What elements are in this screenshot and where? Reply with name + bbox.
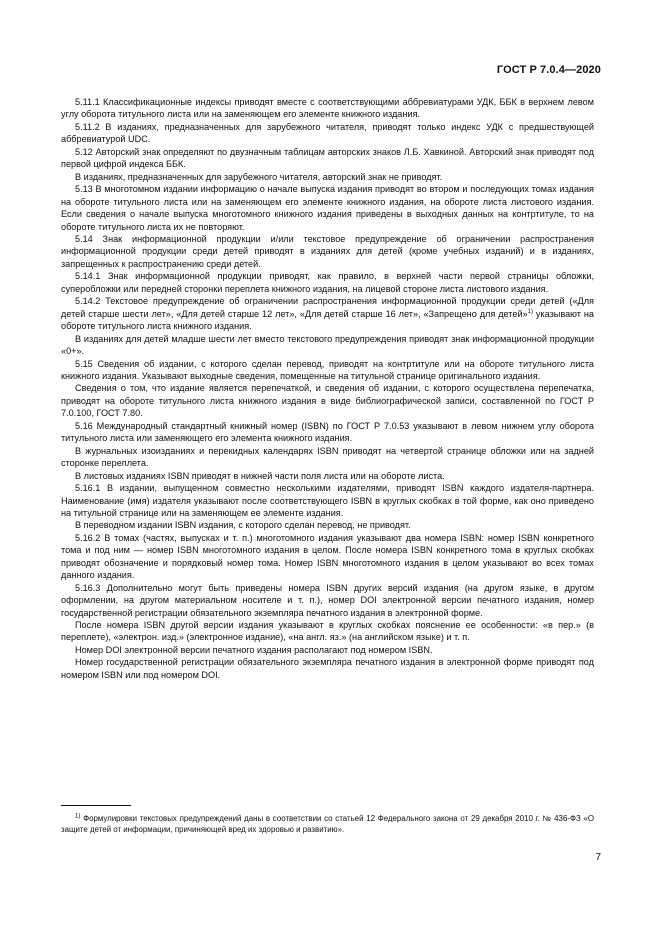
standard-header: ГОСТ Р 7.0.4—2020 [496, 64, 601, 76]
footnote-body: Формулировки текстовых предупреждений даны в соответствии со статьей 12 Федерального закона от 29 декабря 2010 г. № 436-ФЗ «О защите детей от информации, причиняющей вред их здоровью и развитию». [61, 814, 594, 834]
paragraph-5-16-3: 5.16.3 Дополнительно могут быть приведены номера ISBN других версий издания (на другом языке, в другом оформлении, на другом материальном носителе и т. п.), номер DOI электронной версии печатного издания, номер государственной регистрации обязательного экземпляра печатного издания в электронной форме. [61, 582, 594, 618]
paragraph-5-13: 5.13 В многотомном издании информацию о начале выпуска издания приводят во втором и последующих томах издания на обороте титульного листа или на заменяющем его элементе книжного издания, на обороте листа листового издания. Если сведения о начале выпуска многотомного книжного издания приведены в выходных данных на контртитуле, то на обороте титульного листа их не повторяют. [61, 184, 594, 232]
paragraph-5-14: 5.14 Знак информационной продукции и/или текстовое предупреждение об ограничении распространения информационной продукции среди детей приводят в изданиях для детей (кроме учебных изданий) и в изданиях, запрещенных к распространению среди детей. [61, 233, 594, 269]
paragraph-text: 5.14.2 Текстовое предупреждение об ограничении распространения информационной продукции среди детей («Для детей старше шести лет», «Для детей старше 12 лет», «Для детей старше 16 лет», «Запрещено для детей» [61, 296, 594, 319]
footnote-text [61, 813, 594, 835]
paragraph-5-16-1: 5.16.1 В издании, выпущенном совместно несколькими издателями, приводят ISBN каждого издателя-партнера. Наименование (имя) издателя указывают после соответствующего ISBN в круглых скобках в той форме, как оно приведено на титульной странице или на заменяющем ее элементе издания. [61, 483, 594, 518]
paragraph-5-11-1: 5.11.1 Классификационные индексы приводят вместе с соответствующими аббревиатурами УДК, ББК в верхнем левом углу оборота титульного листа или на заменяющем его элементе книжного издания. [61, 97, 594, 120]
paragraph-5-12: 5.12 Авторский знак определяют по двузначным таблицам авторских знаков Л.Б. Хавкиной. Авторский знак приводят под первой цифрой индекса ББК. [61, 146, 594, 170]
footnote [61, 813, 594, 835]
paragraph-5-11-2: 5.11.2 В изданиях, предназначенных для зарубежного читателя, приводят только индекс УДК с предшествующей аббревиатурой UDC. [61, 121, 594, 145]
paragraph: В изданиях, предназначенных для зарубежного читателя, авторский знак не приводят. [75, 171, 443, 182]
paragraph-5-16: 5.16 Международный стандартный книжный номер (ISBN) по ГОСТ Р 7.0.53 указывают в левом нижнем углу оборота титульного листа или заменяющего его элемента книжного издания. [61, 420, 594, 444]
paragraph: Номер DOI электронной версии печатного издания располагают под номером ISBN. [75, 644, 433, 655]
paragraph: Номер государственной регистрации обязательного экземпляра печатного издания в электронной форме приводят под номером ISBN или под номером DOI. [61, 657, 594, 680]
paragraph-5-15: 5.15 Сведения об издании, с которого сделан перевод, приводят на контртитуле или на обороте титульного листа книжного издания. Указывают выходные сведения, помещенные на титульной странице оригинального издания. [61, 358, 594, 381]
footnote-divider [61, 805, 131, 806]
paragraph-text: указывают на обороте титульного листа книжного издания. [61, 308, 594, 332]
paragraph: В журнальных изоизданиях и перекидных календарях ISBN приводят на четвертой странице обложки или на задней сторонке переплета. [61, 445, 594, 469]
paragraph-5-14-2 [61, 295, 594, 332]
paragraph: После номера ISBN другой версии издания указывают в круглых скобках пояснение ее особенности: «в пер.» (в переплете), «электрон. изд.» (электронное издание), «на англ. яз.» (на английском языке) и т. п. [61, 620, 594, 643]
paragraph-5-14-1: 5.14.1 Знак информационной продукции приводят, как правило, в верхней части первой страницы обложки, суперобложки или передней сторонки переплета книжного издания, на лицевой стороне листа листового издания. [61, 271, 594, 294]
page-number: 7 [595, 852, 601, 863]
footnote-marker: 1) [75, 813, 81, 820]
footnote-ref: 1) [527, 308, 533, 315]
body-text [61, 96, 594, 681]
paragraph: В листовых изданиях ISBN приводят в нижней части поля листа или на обороте листа. [75, 470, 445, 481]
paragraph: В изданиях для детей младше шести лет вместо текстового предупреждения приводят знак информационной продукции «0+». [61, 333, 594, 357]
paragraph: Сведения о том, что издание является перепечаткой, и сведения об издании, с которого осуществлена перепечатка, приводят на обороте титульного листа книжного издания в виде библиографической записи, составленной по ГОСТ Р 7.0.100, ГОСТ 7.80. [61, 383, 594, 419]
paragraph: В переводном издании ISBN издания, с которого сделан перевод, не приводят. [75, 520, 411, 531]
paragraph-5-16-2: 5.16.2 В томах (частях, выпусках и т. п.) многотомного издания указывают два номера ISBN: номер ISBN конкретного тома и под ним — номер ISBN многотомного издания в целом. После номера ISBN конкретного тома в круглых скобках приводят обозначение и порядковый номер тома. Номер ISBN многотомного издания в целом указывают во всех томах данного издания. [61, 532, 594, 581]
